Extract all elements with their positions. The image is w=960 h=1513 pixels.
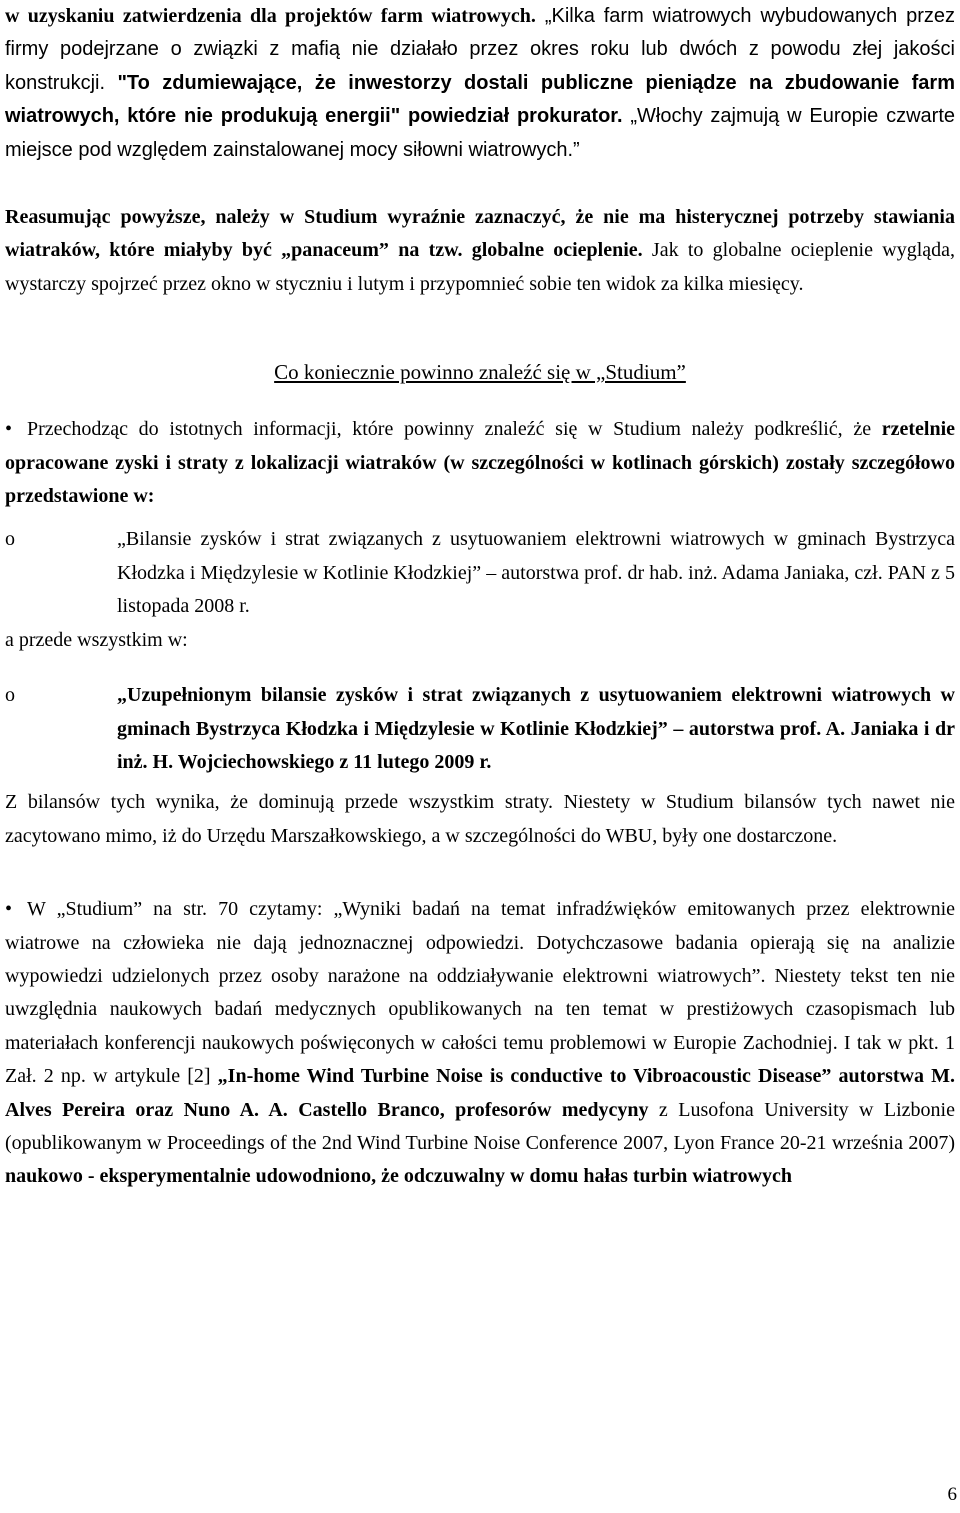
quote-text: „Kilka farm wiatrowych wybudowanych przez firmy podejrzane o związki z mafią nie działało przez okres roku lub dwóch z powodu złej jakości konstrukcji. (5, 5, 955, 94)
page-number: 6 (947, 1484, 957, 1505)
circle-bullet-icon: o (5, 528, 15, 551)
spacer (5, 335, 955, 355)
plain-text: „Bilansie zysków i strat związanych z usytuowaniem elektrowni wiatrowych w gminach Bystrzyca Kłodzka i Międzylesie w Kotlinie Kłodzkiej” – autorstwa prof. dr hab. inż. Adama Janiaka, czł. PAN z 5 listopada 2008 r. (117, 528, 955, 618)
sub-item-janiak-2009 (5, 679, 955, 779)
bullet-icon: • (5, 418, 13, 441)
bold-text: Reasumując powyższe, należy w Studium wyraźnie zaznaczyć, że nie ma histerycznej potrzeby stawiania wiatraków, które miałyby być „panaceum” na tzw. globalne ocieplenie. (5, 206, 955, 262)
paragraph-balances: Z bilansów tych wynika, że dominują przede wszystkim straty. Niestety w Studium bilansów tych nawet nie zacytowano mimo, iż do Urzędu Marszałkowskiego, a w szczególności do WBU, były one dostarczone. (5, 791, 955, 847)
spacer (5, 853, 955, 893)
plain-text: z Lusofona University w Lizbonie (opublikowanym w Proceedings of the 2nd Wind Turbine Noise Conference 2007, Lyon France 20-21 września 2007) (5, 1098, 955, 1154)
bold-text: naukowo - eksperymentalnie udowodniono, że odczuwalny w domu hałas turbin wiatrowych (5, 1165, 792, 1188)
quote-text: „Włochy zajmują w Europie czwarte miejsce pod względem zainstalowanej mocy siłowni wiatrowych.” (5, 105, 956, 161)
plain-text: Jak to globalne ocieplenie wygląda, wystarczy spojrzeć przez okno w styczniu i lutym i przypomnieć sobie ten widok za kilka miesięcy. (5, 239, 956, 295)
bullet-icon: • (5, 898, 13, 921)
spacer (5, 657, 955, 679)
spacer (5, 389, 955, 413)
spacer (5, 167, 955, 201)
spacer (5, 301, 955, 335)
section-heading: Co koniecznie powinno znaleźć się w „Studium” (274, 360, 686, 385)
circle-bullet-icon: o (5, 684, 15, 707)
spacer (5, 513, 955, 523)
document-page (5, 0, 955, 1513)
bullet-item-studium-info (5, 413, 955, 513)
bullet-item-infrasound (5, 893, 955, 1194)
paragraph-a-przede: a przede wszystkim w: (5, 628, 188, 651)
bold-text: „In-home Wind Turbine Noise is conductive to Vibroacoustic Disease” autorstwa M. Alves Pereira oraz Nuno A. A. Castello Branco, profesorów medycyny (5, 1065, 955, 1121)
bold-text: w uzyskaniu zatwierdzenia dla projektów farm wiatrowych. (5, 5, 536, 27)
paragraph-summary (5, 201, 955, 301)
spacer (5, 779, 955, 786)
bold-text: „Uzupełnionym bilansie zysków i strat związanych z usytuowaniem elektrowni wiatrowych w gminach Bystrzyca Kłodzka i Międzylesie w Kotlinie Kłodzkiej” – autorstwa prof. A. Janiaka i dr inż. H. Wojciechowskiego z 11 lutego 2009 r. (117, 684, 955, 773)
sub-item-janiak-2008 (5, 523, 955, 623)
bold-text: rzetelnie opracowane zyski i straty z lokalizacji wiatraków (w szczególności w kotlinach górskich) zostały szczegółowo przedstawione w: (5, 418, 955, 508)
bold-quote-text: "To zdumiewające, że inwestorzy dostali publiczne pieniądze na zbudowanie farm wiatrowych, które nie produkują energii" powiedział prokurator. (5, 71, 955, 128)
paragraph-mafia-wind-farms (5, 0, 955, 167)
plain-text: Przechodząc do istotnych informacji, które powinny znaleźć się w Studium należy podkreślić, że (27, 418, 882, 441)
plain-text: W „Studium” na str. 70 czytamy: „Wyniki badań na temat infradźwięków emitowanych przez elektrownie wiatrowe na człowieka nie dają jednoznacznej odpowiedzi. Dotychczasowe badania opierają się na analizie wypowiedzi udzielonych przez osoby narażone na oddziaływanie elektrowni wiatrowych”. Niestety tekst ten nie uwzględnia naukowych badań medycznych opublikowanych na ten temat w prestiżowych czasopismach lub materiałach konferencji naukowych poświęconych w całości temu problemowi w Europie Zachodniej. I tak w pkt. 1 Zał. 2 np. w artykule [2] (5, 898, 955, 1088)
